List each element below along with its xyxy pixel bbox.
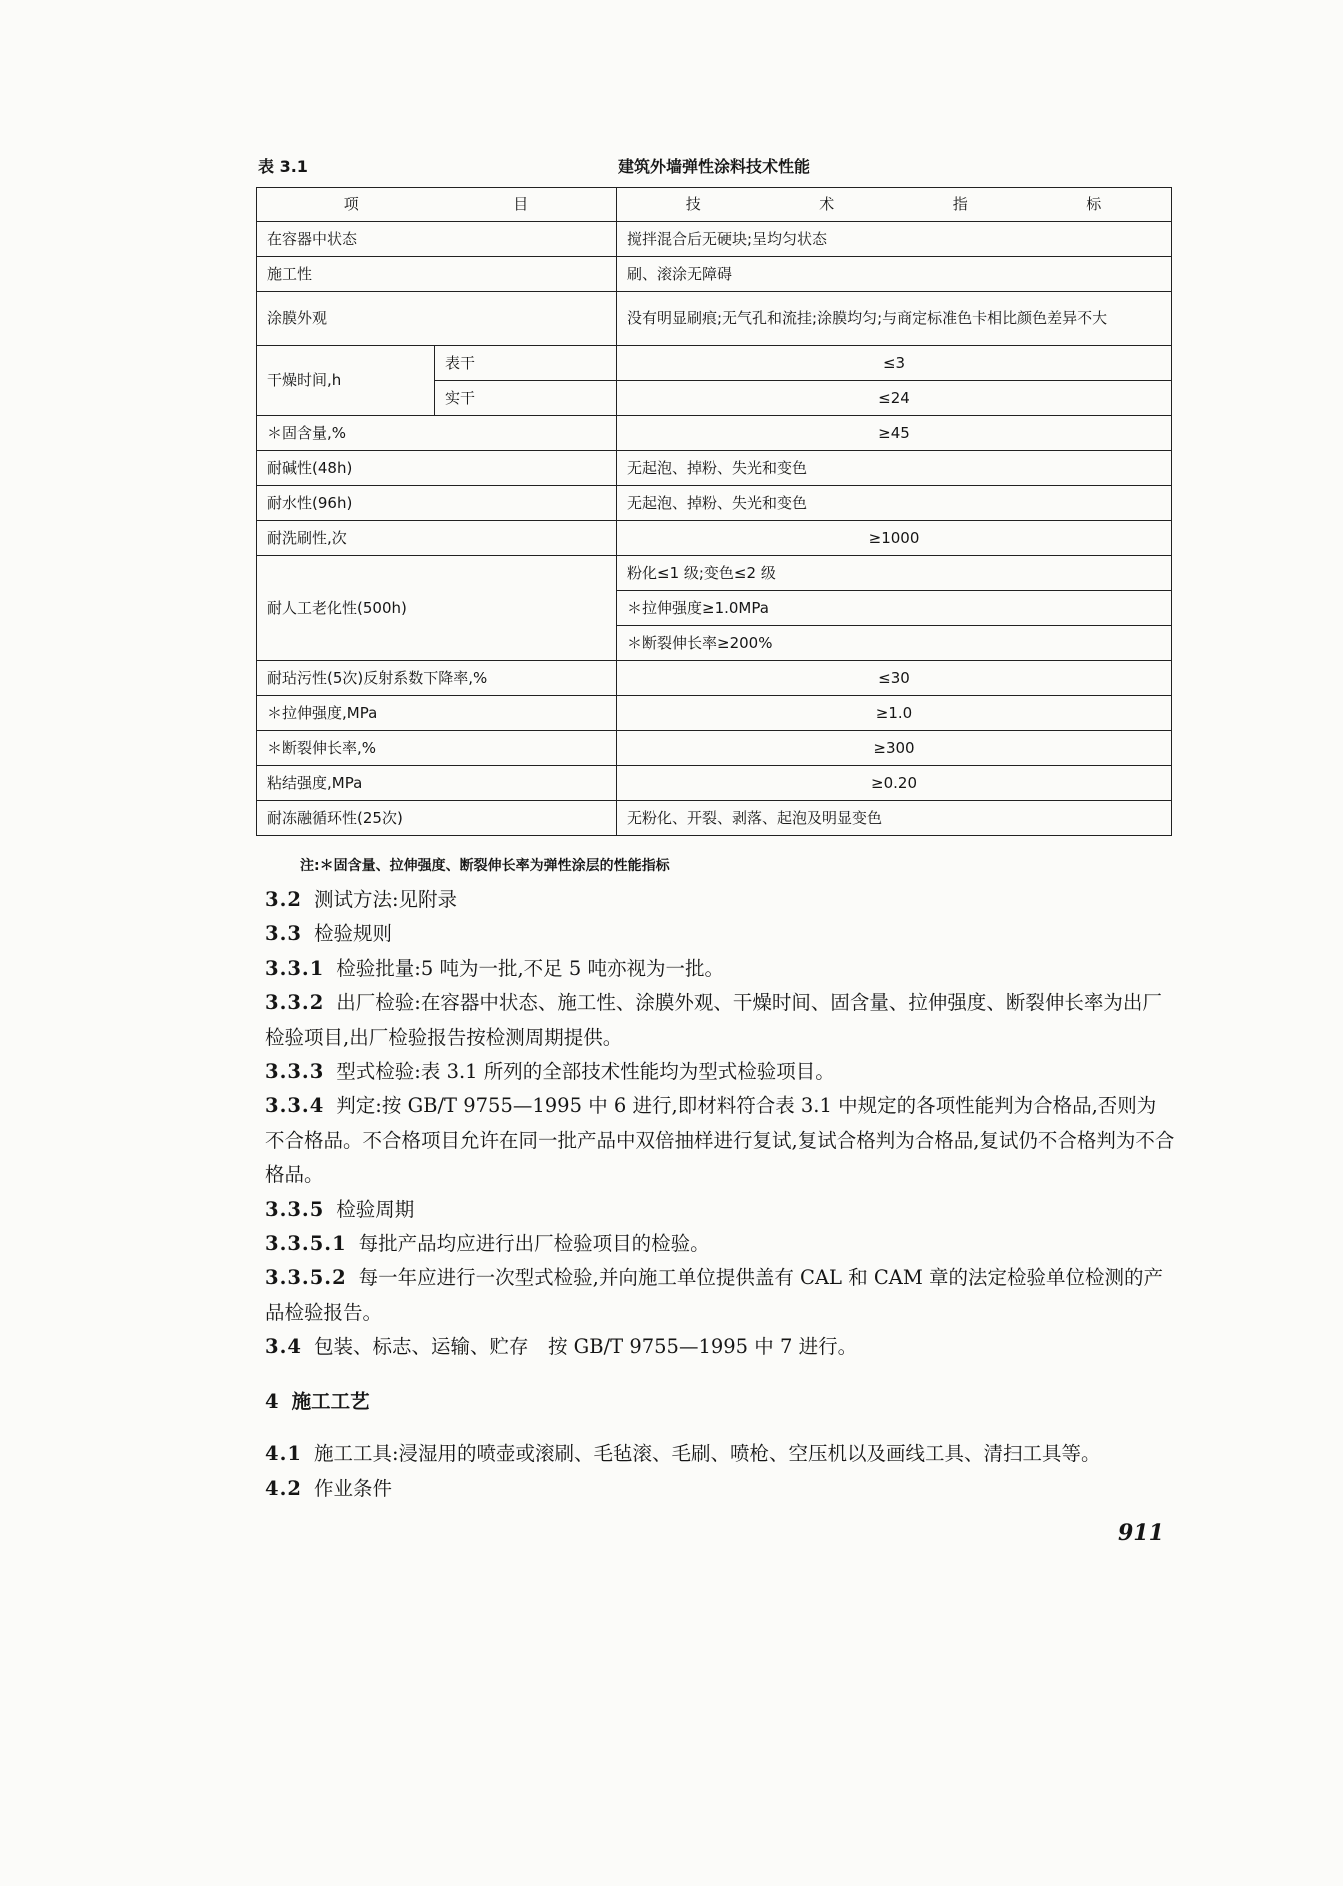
paragraph-text: 施工工具:浸湿用的喷壶或滚刷、毛毡滚、毛刷、喷枪、空压机以及画线工具、清扫工具等。 [313, 1442, 1101, 1466]
row-spec: ＊拉伸强度≥1.0MPa [617, 591, 1172, 626]
row-item: 涂膜外观 [257, 292, 617, 346]
row-spec: 刷、滚涂无障碍 [617, 257, 1172, 292]
row-item: ＊断裂伸长率,% [257, 731, 617, 766]
row-spec: ≥0.20 [617, 766, 1172, 801]
section-number: 3.3.5.1 [265, 1232, 347, 1256]
row-subitem: 表干 [435, 346, 617, 381]
row-item: 粘结强度,MPa [257, 766, 617, 801]
section-number: 4.2 [265, 1476, 302, 1500]
table-note: 注:＊固含量、拉伸强度、断裂伸长率为弹性涂层的性能指标 [300, 858, 670, 874]
row-item: 耐洗刷性,次 [257, 521, 617, 556]
page-number: 911 [1118, 1520, 1164, 1546]
paragraph [265, 1437, 1175, 1471]
table-row [257, 222, 1172, 257]
paragraph [265, 917, 1175, 951]
section-number: 3.3.5 [265, 1197, 325, 1221]
section-number: 3.4 [265, 1335, 302, 1359]
paragraph [265, 952, 1175, 986]
table-row [257, 257, 1172, 292]
row-item: 耐碱性(48h) [257, 451, 617, 486]
table-title: 建筑外墙弹性涂料技术性能 [617, 157, 810, 176]
spec-table [256, 187, 1172, 836]
section-number: 3.2 [265, 888, 302, 911]
table-number: 表 3.1 [258, 157, 308, 176]
table-row [257, 486, 1172, 521]
paragraph [265, 1227, 1175, 1261]
section-number: 3.3.5.2 [265, 1266, 347, 1290]
paragraph [265, 883, 1175, 917]
section-number: 3.3.2 [265, 991, 325, 1015]
section-number: 3.3.4 [265, 1094, 325, 1118]
paragraph-text: 包装、标志、运输、贮存 按 GB/T 9755—1995 中 7 进行。 [313, 1335, 858, 1359]
row-item: 在容器中状态 [257, 222, 617, 257]
row-spec: 无粉化、开裂、剥落、起泡及明显变色 [617, 801, 1172, 836]
paragraph-text: 型式检验:表 3.1 所列的全部技术性能均为型式检验项目。 [336, 1060, 835, 1084]
row-spec: ≥300 [617, 731, 1172, 766]
paragraph-text: 检验批量:5 吨为一批,不足 5 吨亦视为一批。 [336, 956, 724, 980]
row-spec: 无起泡、掉粉、失光和变色 [617, 486, 1172, 521]
paragraph [265, 1193, 1175, 1227]
section-number: 3.3.1 [265, 956, 325, 980]
table-row [257, 661, 1172, 696]
row-spec: ≤3 [617, 346, 1172, 381]
table-row [257, 556, 1172, 591]
row-item: 施工性 [257, 257, 617, 292]
paragraph-text: 判定:按 GB/T 9755—1995 中 6 进行,即材料符合表 3.1 中规定的各项性能判为合格品,否则为不合格品。不合格项目允许在同一批产品中双倍抽样进行复试,复试合格判为合格品,复试仍不合格判为不合格品。 [265, 1094, 1175, 1187]
paragraph [265, 1330, 1175, 1364]
row-spec: ≤30 [617, 661, 1172, 696]
row-item: 耐冻融循环性(25次) [257, 801, 617, 836]
table-row [257, 451, 1172, 486]
row-item: 耐玷污性(5次)反射系数下降率,% [257, 661, 617, 696]
table-header-row [257, 188, 1172, 222]
table-row [257, 801, 1172, 836]
paragraph [265, 1055, 1175, 1089]
row-spec: ≥1.0 [617, 696, 1172, 731]
paragraph [265, 986, 1175, 1055]
body-text [265, 883, 1175, 1506]
paragraph-text: 出厂检验:在容器中状态、施工性、涂膜外观、干燥时间、固含量、拉伸强度、断裂伸长率为出厂检验项目,出厂检验报告按检测周期提供。 [265, 991, 1162, 1049]
row-item: 干燥时间,h [257, 346, 435, 416]
paragraph-text: 测试方法:见附录 [313, 888, 458, 911]
paragraph-text: 每一年应进行一次型式检验,并向施工单位提供盖有 CAL 和 CAM 章的法定检验单位检测的产品检验报告。 [265, 1266, 1164, 1324]
section-number: 4 [265, 1389, 280, 1413]
table-row [257, 766, 1172, 801]
section-number: 3.3 [265, 922, 302, 946]
table-row [257, 346, 1172, 381]
row-spec: 搅拌混合后无硬块;呈均匀状态 [617, 222, 1172, 257]
row-spec: ≥1000 [617, 521, 1172, 556]
row-item: ＊拉伸强度,MPa [257, 696, 617, 731]
paragraph [265, 1089, 1175, 1192]
table-row [257, 731, 1172, 766]
table-row [257, 416, 1172, 451]
paragraph-text: 作业条件 [313, 1476, 392, 1500]
section-number: 4.1 [265, 1442, 302, 1466]
paragraph-text: 检验周期 [336, 1197, 415, 1221]
table-row [257, 292, 1172, 346]
header-spec: 技 术 指 标 [617, 188, 1172, 222]
row-spec: 粉化≤1 级;变色≤2 级 [617, 556, 1172, 591]
row-subitem: 实干 [435, 381, 617, 416]
table-row [257, 521, 1172, 556]
row-spec: ＊断裂伸长率≥200% [617, 626, 1172, 661]
paragraph [265, 1472, 1175, 1506]
row-spec: 没有明显刷痕;无气孔和流挂;涂膜均匀;与商定标准色卡相比颜色差异不大 [617, 292, 1172, 346]
row-item: 耐人工老化性(500h) [257, 556, 617, 661]
table-caption [258, 154, 1170, 180]
row-item: ＊固含量,% [257, 416, 617, 451]
header-item: 项 目 [257, 188, 617, 222]
paragraph-text: 每批产品均应进行出厂检验项目的检验。 [358, 1232, 710, 1256]
heading-text: 施工工艺 [291, 1389, 370, 1413]
paragraph [265, 1261, 1175, 1330]
section-number: 3.3.3 [265, 1060, 325, 1084]
table-row [257, 696, 1172, 731]
row-spec: 无起泡、掉粉、失光和变色 [617, 451, 1172, 486]
paragraph-text: 检验规则 [313, 922, 392, 946]
row-spec: ≥45 [617, 416, 1172, 451]
section-heading [265, 1385, 1175, 1419]
row-item: 耐水性(96h) [257, 486, 617, 521]
row-spec: ≤24 [617, 381, 1172, 416]
